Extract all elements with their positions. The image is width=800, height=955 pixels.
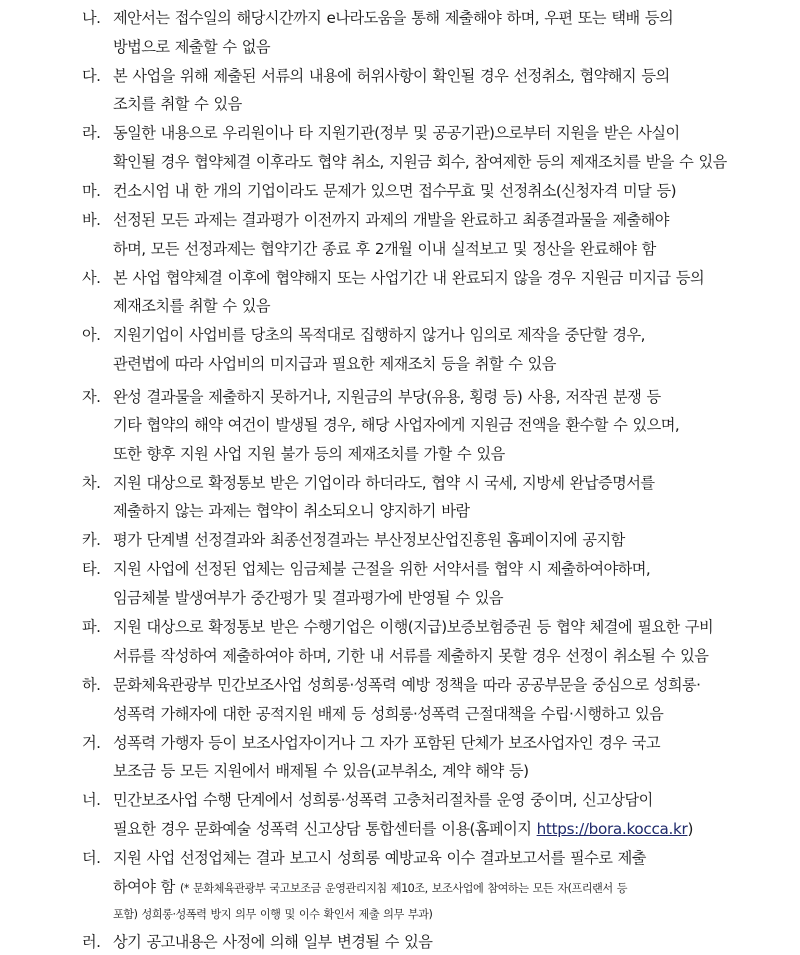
item-text: 상기 공고내용은 사정에 의해 일부 변경될 수 있음 xyxy=(113,933,433,951)
item-marker: 차. xyxy=(82,474,101,492)
item-text: 지원 사업에 선정된 업체는 임금체불 근절을 위한 서약서를 협약 시 제출하여야하며, xyxy=(113,560,651,578)
item-text: 문화체육관광부 민간보조사업 성희롱·성폭력 예방 정책을 따라 공공부문을 중심으로 성희롱· xyxy=(113,676,701,694)
item-marker: 파. xyxy=(82,618,101,636)
item-text: 성폭력 가해자에 대한 공적지원 배제 등 성희롱·성폭력 근절대책을 수립·시행하고 있음 xyxy=(113,705,664,723)
item-text xyxy=(113,818,693,840)
item-text: 평가 단계별 선정결과와 최종선정결과는 부산정보산업진흥원 홈페이지에 공지함 xyxy=(113,531,625,549)
item-text: 기타 협약의 해약 여건이 발생될 경우, 해당 사업자에게 지원금 전액을 환수할 수 있으며, xyxy=(113,416,680,434)
item-marker: 러. xyxy=(82,933,101,951)
item-text: 지원기업이 사업비를 당초의 목적대로 집행하지 않거나 임의로 제작을 중단할 경우, xyxy=(113,326,645,344)
item-text: 제출하지 않는 과제는 협약이 취소되오니 양지하기 바람 xyxy=(113,502,470,520)
item-text: 또한 향후 지원 사업 지원 불가 등의 제재조치를 가할 수 있음 xyxy=(113,445,505,463)
item-text: 관련법에 따라 사업비의 미지급과 필요한 제재조치 등을 취할 수 있음 xyxy=(113,355,556,373)
bora-homepage-link[interactable]: https://bora.kocca.kr xyxy=(536,820,688,838)
item-text: 지원 사업 선정업체는 결과 보고시 성희롱 예방교육 이수 결과보고서를 필수로 제출 xyxy=(113,849,646,867)
item-text: 조치를 취할 수 있음 xyxy=(113,95,242,113)
item-text: 서류를 작성하여 제출하여야 하며, 기한 내 서류를 제출하지 못할 경우 선정이 취소될 수 있음 xyxy=(113,647,709,665)
item-text: 제안서는 접수일의 해당시간까지 e나라도움을 통해 제출해야 하며, 우편 또는 택배 등의 xyxy=(113,9,674,27)
item-text: 본 사업 협약체결 이후에 협약해지 또는 사업기간 내 완료되지 않을 경우 지원금 미지급 등의 xyxy=(113,269,705,287)
item-text: 방법으로 제출할 수 없음 xyxy=(113,38,271,56)
item-text: 지원 대상으로 확정통보 받은 수행기업은 이행(지급)보증보험증권 등 협약 체결에 필요한 구비 xyxy=(113,618,714,636)
item-marker: 라. xyxy=(82,124,101,142)
item-marker: 아. xyxy=(82,326,101,344)
item-marker: 카. xyxy=(82,531,101,549)
item-marker: 나. xyxy=(82,9,101,27)
item-text: 하며, 모든 선정과제는 협약기간 종료 후 2개월 이내 실적보고 및 정산을 완료해야 함 xyxy=(113,240,656,258)
item-text: 본 사업을 위해 제출된 서류의 내용에 허위사항이 확인될 경우 선정취소, 협약해지 등의 xyxy=(113,67,670,85)
item-marker: 타. xyxy=(82,560,101,578)
item-marker: 마. xyxy=(82,182,101,200)
item-text: 지원 대상으로 확정통보 받은 기업이라 하더라도, 협약 시 국세, 지방세 완납증명서를 xyxy=(113,474,655,492)
item-text: 성폭력 가행자 등이 보조사업자이거나 그 자가 포함된 단체가 보조사업자인 경우 국고 xyxy=(113,734,661,752)
item-text-part: 필요한 경우 문화예술 성폭력 신고상담 통합센터를 이용(홈페이지 xyxy=(113,820,537,838)
item-text-part: 하여야 함 xyxy=(113,878,181,896)
item-text: 컨소시엄 내 한 개의 기업이라도 문제가 있으면 접수무효 및 선정취소(신청자격 미달 등) xyxy=(113,182,677,200)
footnote-text: (* 문화체육관광부 국고보조금 운영관리지침 제10조, 보조사업에 참여하는 모든 자(프리랜서 등 xyxy=(180,882,628,895)
item-marker: 다. xyxy=(82,67,101,85)
item-marker: 너. xyxy=(82,791,101,809)
item-marker: 더. xyxy=(82,849,101,867)
item-text: 완성 결과물을 제출하지 못하거나, 지원금의 부당(유용, 횡령 등) 사용, 저작권 분쟁 등 xyxy=(113,388,661,406)
item-text: 제재조치를 취할 수 있음 xyxy=(113,297,271,315)
item-marker: 거. xyxy=(82,734,101,752)
item-text: 확인될 경우 협약체결 이후라도 협약 취소, 지원금 회수, 참여제한 등의 제재조치를 받을 수 있음 xyxy=(113,153,727,171)
item-marker: 사. xyxy=(82,269,101,287)
item-text: 민간보조사업 수행 단계에서 성희롱·성폭력 고충처리절차를 운영 중이며, 신고상담이 xyxy=(113,791,653,809)
item-marker: 하. xyxy=(82,676,101,694)
footnote-text: 포함) 성희롱·성폭력 방지 의무 이행 및 이수 확인서 제출 의무 부과) xyxy=(113,908,433,921)
item-marker: 자. xyxy=(82,388,101,406)
item-text: 선정된 모든 과제는 결과평가 이전까지 과제의 개발을 완료하고 최종결과물을 제출해야 xyxy=(113,211,669,229)
item-marker: 바. xyxy=(82,211,101,229)
item-text-suffix: ) xyxy=(687,820,693,838)
item-text: 동일한 내용으로 우리원이나 타 지원기관(정부 및 공공기관)으로부터 지원을 받은 사실이 xyxy=(113,124,680,142)
item-text: 임금체불 발생여부가 중간평가 및 결과평가에 반영될 수 있음 xyxy=(113,589,503,607)
item-text: 보조금 등 모든 지원에서 배제될 수 있음(교부취소, 계약 해약 등) xyxy=(113,762,529,780)
item-text xyxy=(113,876,627,900)
